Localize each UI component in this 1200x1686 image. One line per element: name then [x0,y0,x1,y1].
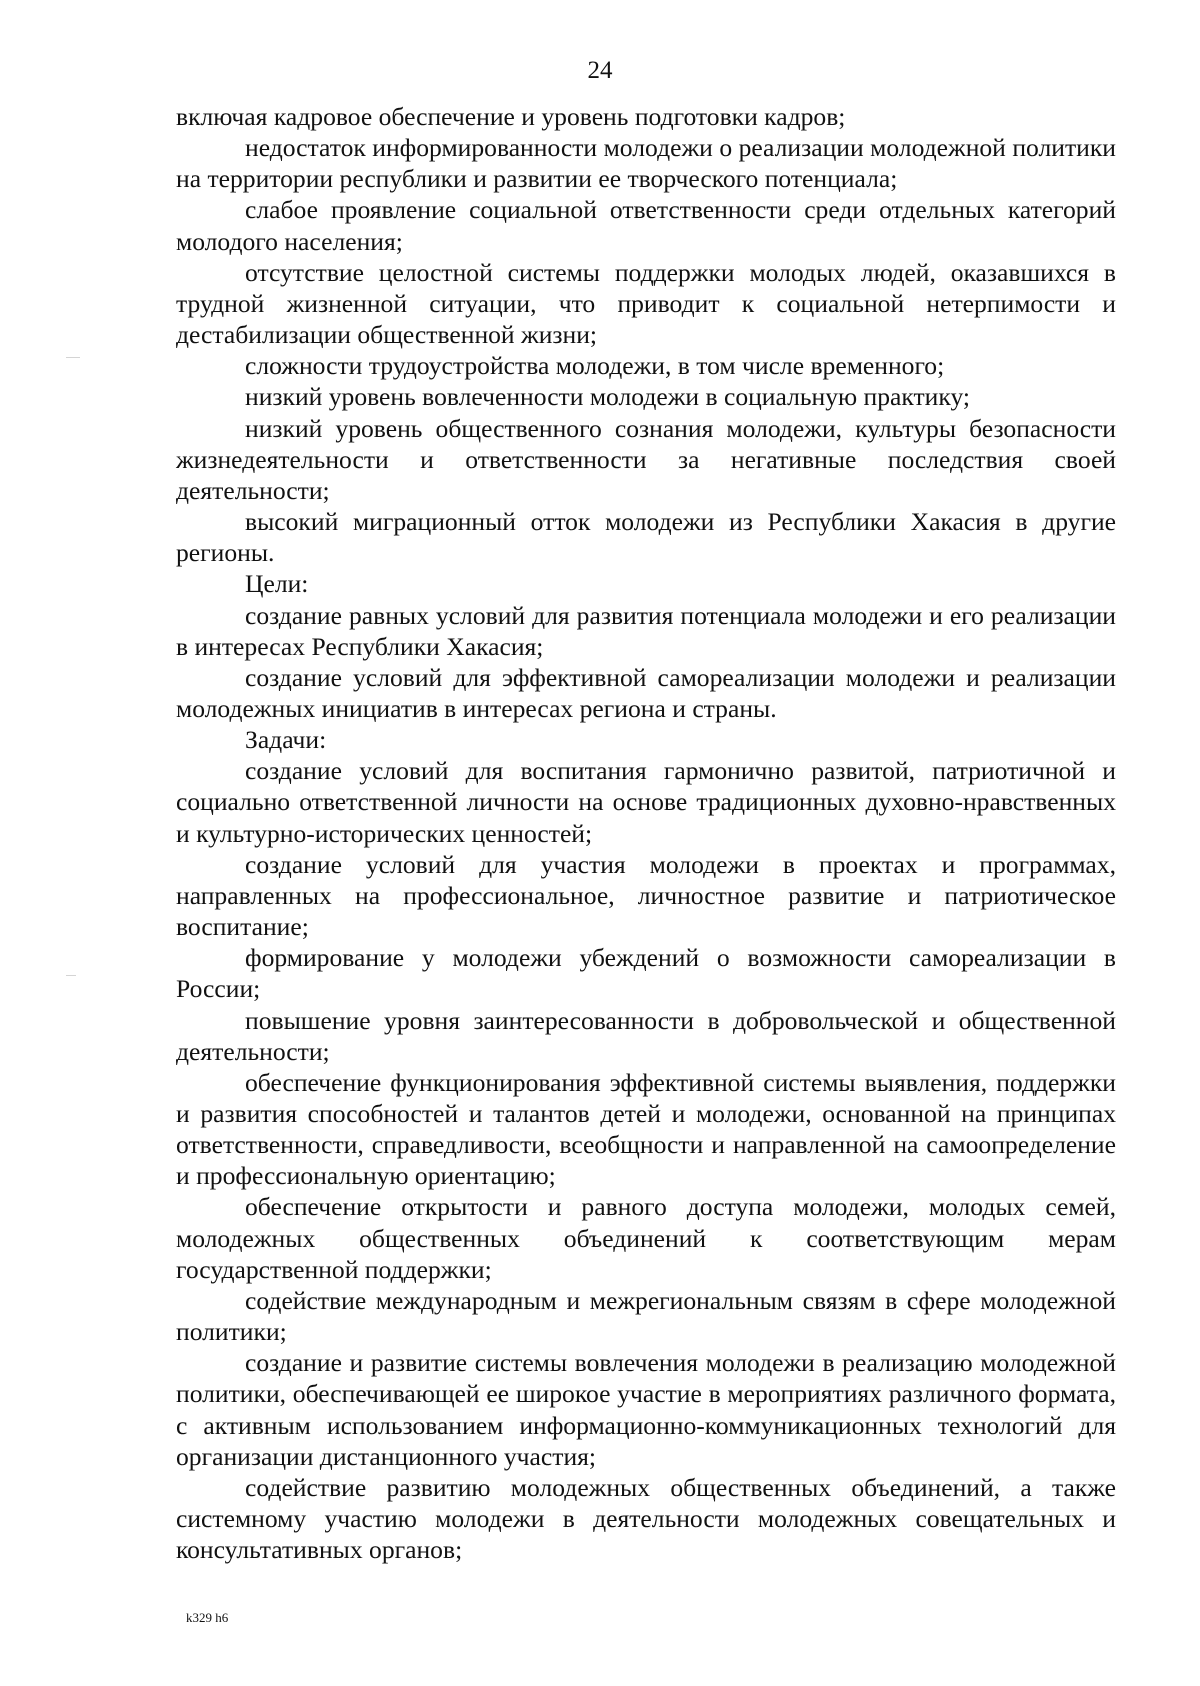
paragraph: низкий уровень вовлеченности молодежи в социальную практику; [245,382,971,412]
paragraph: высокий миграционный отток молодежи из Республики Хакасия в другие регионы. [176,507,1116,568]
paragraph: содействие развитию молодежных общественных объединений, а также системному участию молодежи в деятельности молодежных совещательных и консультативных органов; [176,1472,1116,1565]
footer-code: k329 h6 [186,1610,229,1625]
paragraph: слабое проявление социальной ответственности среди отдельных категорий молодого населения; [176,195,1116,256]
paragraph: создание условий для участия молодежи в проектах и программах, направленных на профессиональное, личностное развитие и патриотическое воспитание; [176,849,1116,942]
paragraph: низкий уровень общественного сознания молодежи, культуры безопасности жизнедеятельности и ответственности за негативные последствия своей деятельности; [176,413,1116,505]
page-number: 24 [587,57,613,84]
paragraph: недостаток информированности молодежи о реализации молодежной политики на территории республики и развитии ее творческого потенциала; [176,133,1116,194]
body-text [176,101,1116,1565]
paragraph: повышение уровня заинтересованности в добровольческой и общественной деятельности; [176,1005,1116,1066]
paragraph: отсутствие целостной системы поддержки молодых людей, оказавшихся в трудной жизненной ситуации, что приводит к социальной нетерпимости и дестабилизации общественной жизни; [176,257,1116,350]
paragraph: создание условий для воспитания гармонично развитой, патриотичной и социально ответственной личности на основе традиционных духовно-нравственных и культурно-исторических ценностей; [176,756,1116,848]
paragraph: создание и развитие системы вовлечения молодежи в реализацию молодежной политики, обеспечивающей ее широкое участие в мероприятиях различного формата, с активным использованием информационно-коммуникационных технологий для организации дистанционного участия; [176,1348,1116,1471]
paragraph: сложности трудоустройства молодежи, в том числе временного; [245,351,945,381]
paragraph: формирование у молодежи убеждений о возможности самореализации в России; [176,943,1116,1004]
margin-mark [66,975,76,976]
section-heading-goals: Цели: [245,569,309,599]
paragraph: обеспечение открытости и равного доступа молодежи, молодых семей, молодежных общественных объединений к соответствующим мерам государственной поддержки; [176,1192,1116,1284]
paragraph: включая кадровое обеспечение и уровень подготовки кадров; [176,102,846,131]
paragraph: обеспечение функционирования эффективной системы выявления, поддержки и развития способностей и талантов детей и молодежи, основанной на принципах ответственности, справедливости, всеобщности и направленной на самоопределение и профессиональную ориентацию; [176,1067,1116,1191]
section-heading-tasks: Задачи: [245,725,327,755]
paragraph: создание условий для эффективной самореализации молодежи и реализации молодежных инициатив в интересах региона и страны. [176,662,1116,723]
paragraph: содействие международным и межрегиональным связям в сфере молодежной политики; [176,1285,1116,1347]
paragraph: создание равных условий для развития потенциала молодежи и его реализации в интересах Республики Хакасия; [176,600,1116,661]
margin-mark [66,357,80,358]
